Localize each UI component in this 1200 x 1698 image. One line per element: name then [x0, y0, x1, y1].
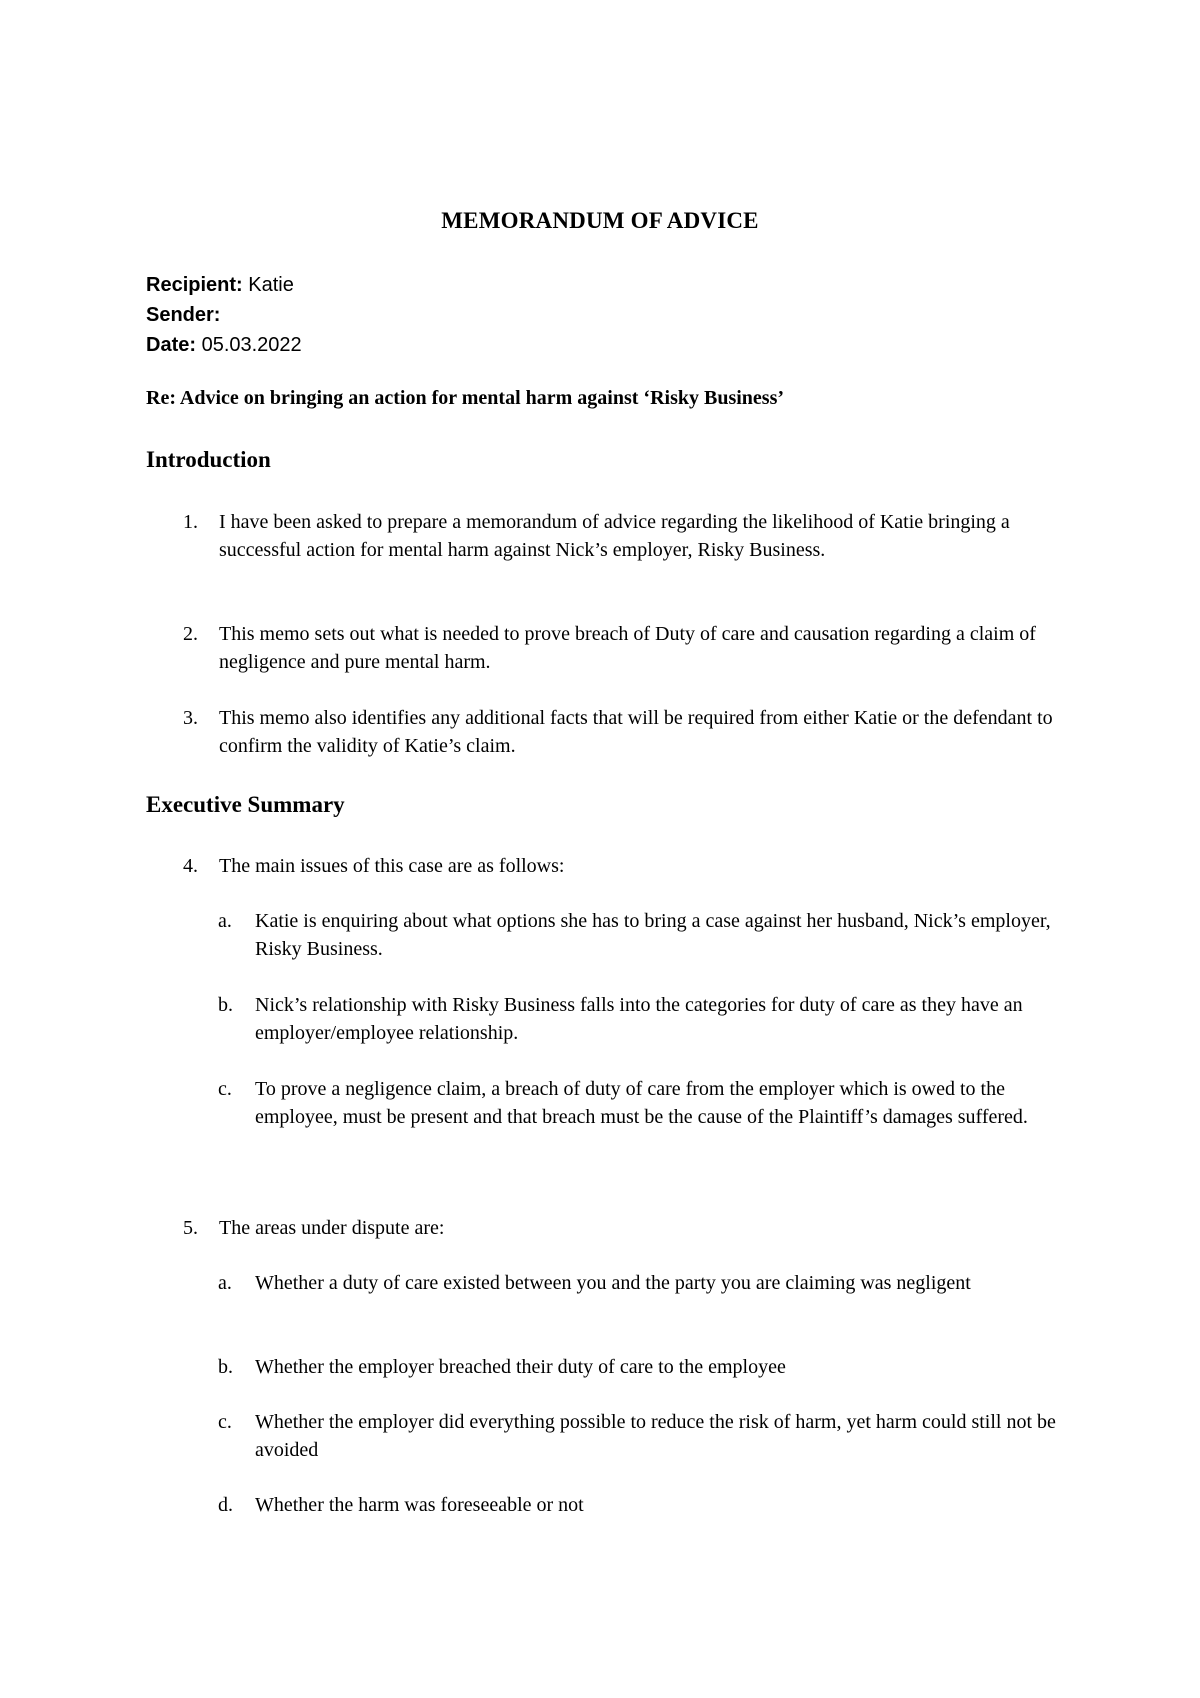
date-label: Date:: [146, 334, 197, 356]
recipient-label: Recipient:: [146, 274, 243, 296]
list-item: [183, 1214, 1063, 1242]
sub-list-item-text: Katie is enquiring about what options she has to bring a case against her husband, Nick’s employer, Risky Business.: [255, 910, 1051, 960]
document-title: MEMORANDUM OF ADVICE: [441, 208, 759, 233]
list-item-number: 4.: [183, 855, 198, 877]
list-item-number: 3.: [183, 707, 198, 729]
sub-list-item: [218, 907, 1068, 963]
sub-list-item: [218, 1408, 1068, 1464]
sub-list-item: [218, 1491, 1068, 1519]
sub-list-item-text: Whether the employer breached their duty of care to the employee: [255, 1356, 786, 1378]
sub-list-item-letter: a.: [218, 910, 232, 932]
list-item: [183, 620, 1063, 676]
list-item-text: The main issues of this case are as follows:: [219, 855, 565, 877]
sub-list-item-letter: b.: [218, 1356, 233, 1378]
sub-list-item-text: Whether the employer did everything possible to reduce the risk of harm, yet harm could still not be avoided: [255, 1411, 1056, 1461]
date-value: 05.03.2022: [201, 334, 302, 356]
list-item-text: I have been asked to prepare a memorandum of advice regarding the likelihood of Katie bringing a successful action for mental harm against Nick’s employer, Risky Business.: [219, 511, 1010, 561]
sub-list-item: [218, 1353, 1068, 1381]
sub-list-item-letter: a.: [218, 1272, 232, 1294]
sub-list-item-letter: c.: [218, 1078, 232, 1100]
date-line: [146, 330, 302, 360]
list-item: [183, 852, 1063, 880]
list-item: [183, 704, 1063, 760]
executive-summary-heading: Executive Summary: [146, 792, 345, 817]
sub-list-item-letter: d.: [218, 1494, 233, 1516]
sub-list-item: [218, 991, 1068, 1047]
sub-list-item: [218, 1075, 1068, 1131]
sub-list-item-letter: b.: [218, 994, 233, 1016]
sub-list-item-letter: c.: [218, 1411, 232, 1433]
list-item-text: This memo sets out what is needed to prove breach of Duty of care and causation regarding a claim of negligence and pure mental harm.: [219, 623, 1036, 673]
sub-list-item-text: Whether a duty of care existed between you and the party you are claiming was negligent: [255, 1272, 971, 1294]
sender-label: Sender:: [146, 304, 221, 326]
list-item-number: 5.: [183, 1217, 198, 1239]
introduction-heading: Introduction: [146, 447, 271, 472]
subject-line: Re: Advice on bringing an action for mental harm against ‘Risky Business’: [146, 387, 785, 409]
list-item-text: The areas under dispute are:: [219, 1217, 445, 1239]
list-item: [183, 508, 1063, 564]
list-item-text: This memo also identifies any additional facts that will be required from either Katie or the defendant to confirm the validity of Katie’s claim.: [219, 707, 1053, 757]
list-item-number: 1.: [183, 511, 198, 533]
sub-list-item-text: To prove a negligence claim, a breach of duty of care from the employer which is owed to the employee, must be present and that breach must be the cause of the Plaintiff’s damages suffered.: [255, 1078, 1028, 1128]
memo-header-block: [146, 270, 302, 360]
sub-list-item-text: Whether the harm was foreseeable or not: [255, 1494, 584, 1516]
recipient-value: Katie: [248, 274, 294, 296]
sender-line: [146, 300, 302, 330]
sub-list-item-text: Nick’s relationship with Risky Business falls into the categories for duty of care as they have an employer/employee relationship.: [255, 994, 1023, 1044]
recipient-line: [146, 270, 302, 300]
list-item-number: 2.: [183, 623, 198, 645]
sub-list-item: [218, 1269, 1068, 1297]
